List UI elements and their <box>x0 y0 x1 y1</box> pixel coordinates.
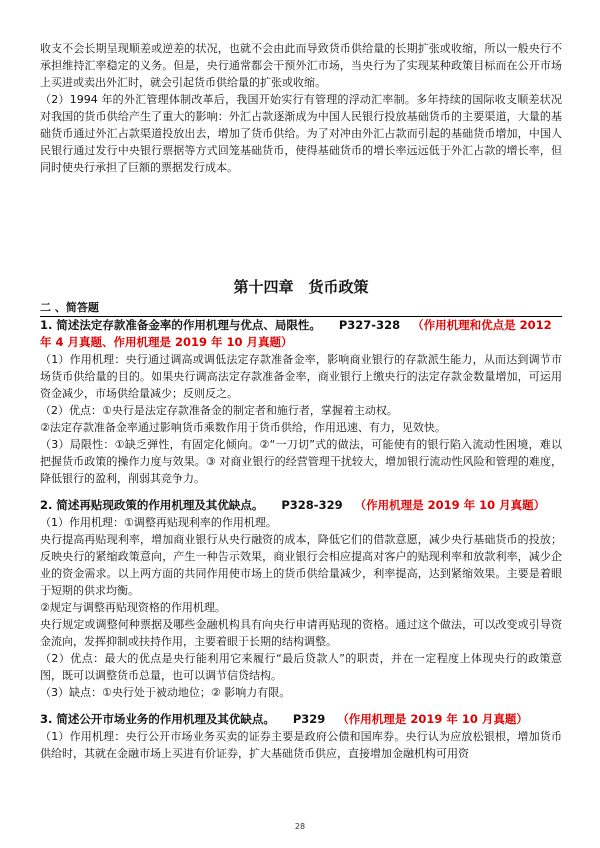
document-page <box>40 40 562 762</box>
question-2-title: 2. 简述再贴现政策的作用机理及其优缺点。 <box>40 498 264 512</box>
q2-line-2: 央行提高再贴现利率，增加商业银行从央行融资的成本，降低它们的借款意愿，减少央行基础货币的投放；反映央行的紧缩政策意向，产生一种告示效果，商业银行会相应提高对客户的贴现利率和放款利率，减少企业的资金需求。以上两方面的共同作用使市场上的货币供给量减少，利率提高，达到紧缩效果。主要是着眼于短期的供求均衡。 <box>40 533 562 597</box>
question-2-note: （作用机理是 2019 年 10 月真题） <box>354 498 546 512</box>
paragraph-2: （2）1994 年的外汇管理体制改革后，我国开始实行有管理的浮动汇率制。多年持续的国际收支顺差状况对我国的货币供给产生了重大的影响：外汇占款逐渐成为中国人民银行投放基础货币的主要渠道，大量的基础货币通过外汇占款渠道投放出去，增加了货币供给。为了对冲由外汇占款而引起的基础货币增加，中国人民银行通过发行中央银行票据等方式回笼基础货币，使得基础货币的增长率远远低于外汇占款的增长率，但同时使央行承担了巨额的票据发行成本。 <box>40 93 562 174</box>
question-3-title: 3. 简述公开市场业务的作用机理及其优缺点。 <box>40 712 275 726</box>
q2-line-6: （3）缺点：①央行处于被动地位；② 影响力有限。 <box>40 686 291 699</box>
section-title: 二 、简答题 <box>40 300 562 317</box>
question-3-heading <box>40 711 562 728</box>
chapter-title: 第十四章 货币政策 <box>233 278 369 296</box>
q2-line-1: （1）作用机理：①调整再贴现利率的作用机理。 <box>40 516 277 529</box>
q2-line-5: （2）优点：最大的优点是央行能利用它来履行“最后贷款人”的职责，并在一定程度上体现央行的政策意图，既可以调整货币总量，也可以调节信贷结构。 <box>40 652 562 682</box>
question-1-note: （作用机理和优点是 2012 年 4 月真题、作用机理是 2019 年 10 月真题） <box>40 318 552 349</box>
q2-line-4: 央行规定或调整何种票据及哪些金融机构具有向央行申请再贴现的资格。通过这个做法，可以改变或引导资金流向，发挥抑制或扶持作用，主要着眼于长期的结构调整。 <box>40 618 562 648</box>
q1-line-2: （2）优点：①央行是法定存款准备金的制定者和施行者，掌握着主动权。 <box>40 404 398 417</box>
q3-line-1: （1）作用机理：央行公开市场业务买卖的证券主要是政府公债和国库券。央行认为应放松银根，增加货币供给时，其就在金融市场上买进有价证券，扩大基础货币供应，直接增加金融机构可用资 <box>40 730 562 760</box>
q2-line-3: ②规定与调整再贴现资格的作用机理。 <box>40 601 226 614</box>
question-2-pages: P328-329 <box>281 498 343 512</box>
question-1-heading <box>40 317 562 351</box>
question-2-heading <box>40 497 562 514</box>
q1-line-1: （1）作用机理：央行通过调高或调低法定存款准备金率，影响商业银行的存款派生能力，从而达到调节市场货币供给量的目的。如果央行调高法定存款准备金率，商业银行上缴央行的法定存款金数量增加，可运用资金减少，市场供给量减少；反则反之。 <box>40 353 562 400</box>
paragraph-1: 收支不会长期呈现顺差或逆差的状况，也就不会由此而导致货币供给量的长期扩张或收缩，所以一般央行不承担维持汇率稳定的义务。但是，央行通常都会干预外汇市场，当央行为了实现某种政策目标而在公开市场上买进或卖出外汇时，就会引起货币供给量的扩张或收缩。 <box>40 42 562 89</box>
question-3-note: （作用机理是 2019 年 10 月真题） <box>337 712 528 726</box>
q1-line-3: ②法定存款准备金率通过影响货币乘数作用于货币供给，作用迅速、有力，见效快。 <box>40 421 446 434</box>
question-1-title: 1. 简述法定存款准备金率的作用机理与优点、局限性。 <box>40 318 321 332</box>
q1-line-4: （3）局限性：①缺乏弹性，有固定化倾向。②“一刀切”式的做法，可能使有的银行陷入流动性困境，难以把握货币政策的操作力度与效果。③ 对商业银行的经营管理干扰较大，增加银行流动性风险和管理的难度，降低银行的盈利，削弱其竞争力。 <box>40 438 562 485</box>
question-3-pages: P329 <box>292 712 326 726</box>
question-1-pages: P327-328 <box>338 318 401 332</box>
page-number: 28 <box>294 822 306 831</box>
